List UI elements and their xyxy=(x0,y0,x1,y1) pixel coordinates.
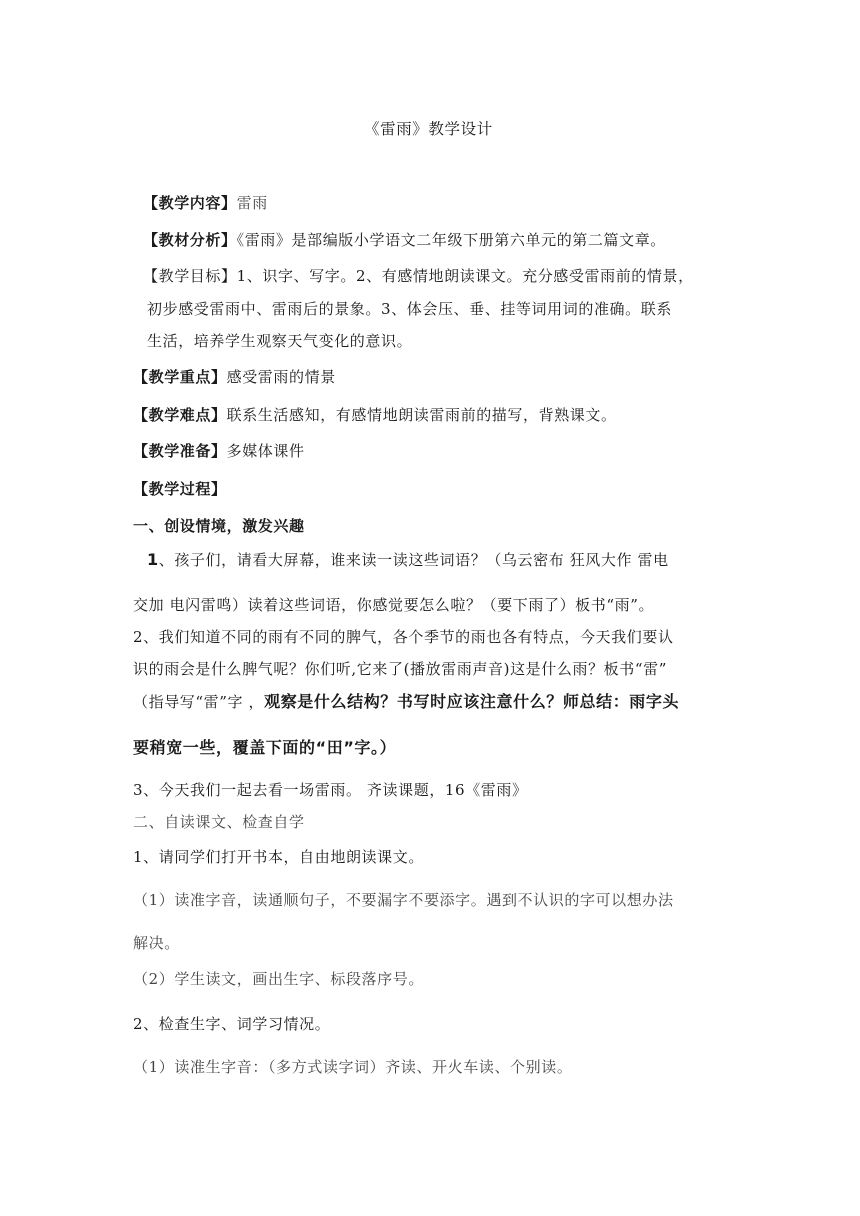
teaching-objectives-line-2: 初步感受雷雨中、雷雨后的景象。3、体会压、垂、挂等词用词的准确。联系 xyxy=(147,300,672,318)
section1-p1-line-2: 交加 电闪雷鸣）读着这些词语，你感觉要怎么啦？（要下雨了）板书“雨”。 xyxy=(133,596,655,614)
preparation xyxy=(133,441,305,461)
difficulty xyxy=(133,405,617,425)
section1-p2-line-2: 识的雨会是什么脾气呢？你们听,它来了(播放雷雨声音)这是什么雨？板书“雷” xyxy=(133,660,668,678)
section2-s1b: （2）学生读文，画出生字、标段落序号。 xyxy=(133,970,424,988)
material-analysis xyxy=(143,230,666,250)
section1-p1-line-1 xyxy=(147,550,669,570)
section2-s1: 1、请同学们打开书本，自由地朗读课文。 xyxy=(133,848,424,866)
section2-s2a: （1）读准生字音：（多方式读字词）齐读、开火车读、个别读。 xyxy=(133,1058,573,1076)
key-point-value: 感受雷雨的情景 xyxy=(226,368,336,386)
section1-p1-text-1: 、孩子们，请看大屏幕，谁来读一读这些词语？（乌云密布 狂风大作 雷电 xyxy=(158,551,669,569)
difficulty-value: 联系生活感知，有感情地朗读雷雨前的描写，背熟课文。 xyxy=(226,406,617,424)
section2-s2: 2、检查生字、词学习情况。 xyxy=(133,1015,331,1033)
key-point xyxy=(133,367,336,387)
section1-p2-line-4: 要稍宽一些，覆盖下面的“田”字。） xyxy=(133,738,397,757)
preparation-value: 多媒体课件 xyxy=(226,442,305,460)
material-analysis-label: 【教材分析】 xyxy=(143,231,237,249)
section1-p2-line-3 xyxy=(133,692,679,712)
section1-p2-text-3a: （指导写“雷”字 ， xyxy=(133,693,265,711)
section2-s1a-line-1: （1）读准字音，读通顺句子，不要漏字不要添字。遇到不认识的字可以想办法 xyxy=(133,891,674,909)
section1-p2-line-1: 2、我们知道不同的雨有不同的脾气，各个季节的雨也各有特点，今天我们要认 xyxy=(133,628,674,646)
teaching-content xyxy=(143,193,268,213)
section1-p2-text-3b: 观察是什么结构？书写时应该注意什么？师总结：雨字头 xyxy=(264,692,680,711)
section2-heading: 二、自读课文、检查自学 xyxy=(133,813,305,831)
section1-p1-number: 1 xyxy=(147,550,159,569)
section1-heading: 一、创设情境，激发兴趣 xyxy=(133,517,305,535)
difficulty-label: 【教学难点】 xyxy=(133,406,227,424)
key-point-label: 【教学重点】 xyxy=(133,368,227,386)
material-analysis-value: 《雷雨》是部编版小学语文二年级下册第六单元的第二篇文章。 xyxy=(236,231,666,249)
section2-s1a-line-2: 解决。 xyxy=(133,934,180,952)
teaching-content-label: 【教学内容】 xyxy=(143,194,237,212)
preparation-label: 【教学准备】 xyxy=(133,442,227,460)
teaching-objectives-label: 【教学目标】 xyxy=(143,267,237,285)
section1-p3: 3、今天我们一起去看一场雷雨。 齐读课题，16《雷雨》 xyxy=(133,781,528,799)
teaching-objectives-line-3: 生活，培养学生观察天气变化的意识。 xyxy=(147,332,413,350)
process-heading: 【教学过程】 xyxy=(133,480,227,498)
teaching-objectives-line-1 xyxy=(143,266,694,286)
teaching-content-value: 雷雨 xyxy=(236,194,268,212)
teaching-objectives-text-1: 1、识字、写字。2、有感情地朗读课文。充分感受雷雨前的情景， xyxy=(236,267,694,285)
document-title: 《雷雨》教学设计 xyxy=(364,120,493,138)
